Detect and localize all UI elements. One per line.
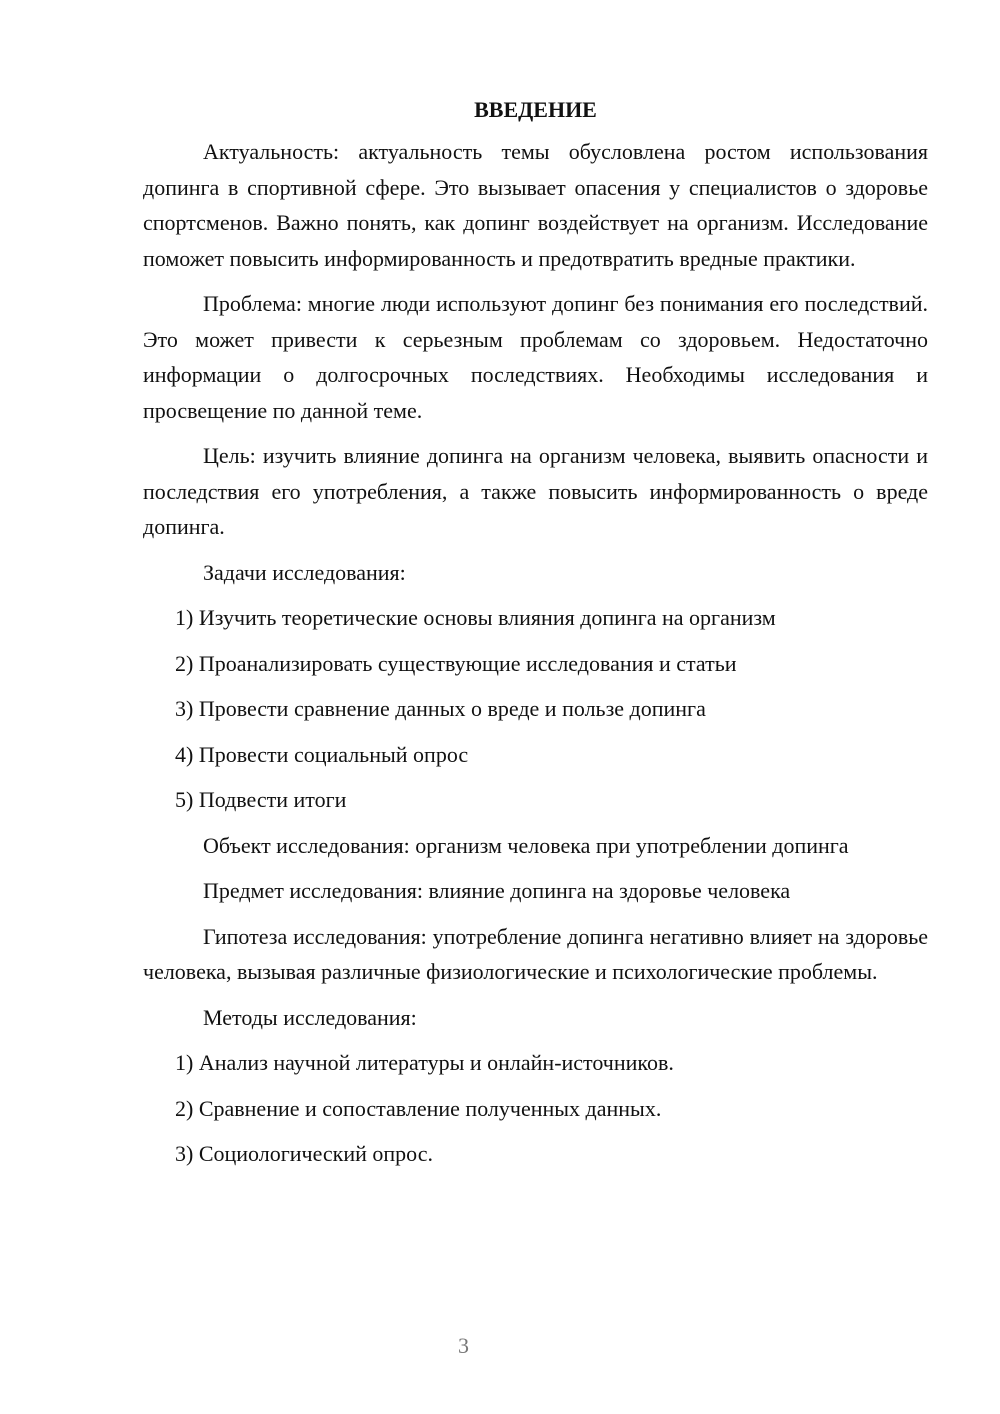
page-number: 3 xyxy=(458,1333,469,1358)
methods-heading: Методы исследования: xyxy=(203,1004,417,1030)
subject-paragraph: Предмет исследования: влияние допинга на здоровье человека xyxy=(203,878,791,903)
document-page xyxy=(143,92,928,1182)
methods-list xyxy=(143,1045,928,1172)
list-item: 3) Социологический опрос. xyxy=(175,1141,433,1166)
goal-paragraph: Цель: изучить влияние допинга на организм человека, выявить опасности и последствия его употребления, а также повысить информированность о вреде допинга. xyxy=(143,443,928,539)
list-item: 1) Анализ научной литературы и онлайн-источников. xyxy=(175,1050,674,1075)
hypothesis-paragraph: Гипотеза исследования: употребление допинга негативно влияет на здоровье человека, вызывая различные физиологические и психологические проблемы. xyxy=(143,923,928,984)
list-item: 2) Сравнение и сопоставление полученных данных. xyxy=(175,1095,662,1121)
list-item: 2) Проанализировать существующие исследования и статьи xyxy=(175,650,737,676)
list-item: 1) Изучить теоретические основы влияния допинга на организм xyxy=(175,605,776,630)
list-item: 4) Провести социальный опрос xyxy=(175,741,469,767)
tasks-heading: Задачи исследования: xyxy=(203,559,406,585)
page-title: ВВЕДЕНИЕ xyxy=(474,97,597,122)
list-item: 5) Подвести итоги xyxy=(175,787,347,812)
tasks-list xyxy=(143,600,928,818)
object-paragraph: Объект исследования: организм человека при употреблении допинга xyxy=(203,832,849,858)
relevance-paragraph: Актуальность: актуальность темы обусловлена ростом использования допинга в спортивной сфере. Это вызывает опасения у специалистов о здоровье спортсменов. Важно понять, как допинг воздействует на организм. Исследование поможет повысить информированность и предотвратить вредные практики. xyxy=(143,139,928,271)
list-item: 3) Провести сравнение данных о вреде и пользе допинга xyxy=(175,696,706,721)
problem-paragraph: Проблема: многие люди используют допинг без понимания его последствий. Это может привести к серьезным проблемам со здоровьем. Недостаточно информации о долгосрочных последствиях. Необходимы исследования и просвещение по данной теме. xyxy=(143,291,928,423)
